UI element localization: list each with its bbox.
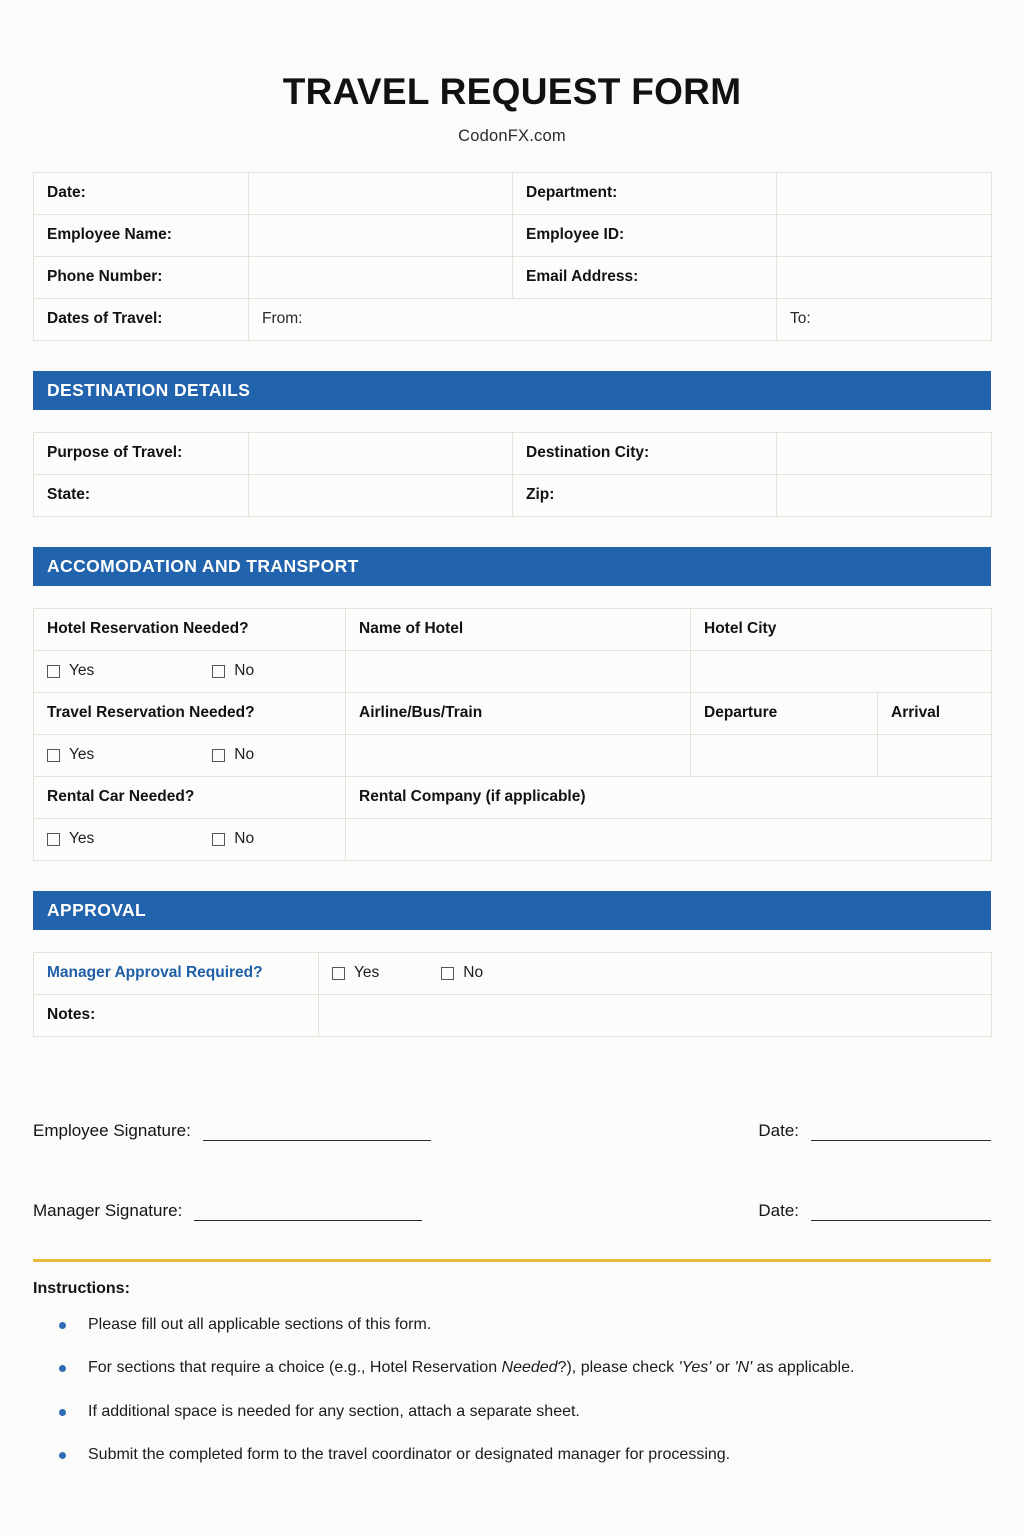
- field-travel-from[interactable]: From:: [249, 298, 777, 340]
- field-hotel-city[interactable]: [691, 650, 992, 692]
- employee-signature-row: [33, 1085, 991, 1141]
- label-notes: Notes:: [34, 994, 319, 1036]
- field-name-of-hotel[interactable]: [346, 650, 691, 692]
- checkbox-icon[interactable]: [47, 665, 60, 678]
- label-employee-date: Date:: [758, 1120, 799, 1140]
- instruction-text-part: or: [711, 1359, 735, 1377]
- table-row: [34, 474, 992, 516]
- table-row-notes: [34, 994, 992, 1036]
- field-date[interactable]: [249, 172, 513, 214]
- list-item: [59, 1357, 991, 1379]
- table-row: [34, 432, 992, 474]
- approval-yes-option[interactable]: [332, 964, 379, 982]
- checkbox-icon[interactable]: [332, 967, 345, 980]
- list-item: [59, 1314, 991, 1336]
- label-travel-reservation-needed: Travel Reservation Needed?: [34, 692, 346, 734]
- column-header-name-of-hotel: Name of Hotel: [346, 608, 691, 650]
- travel-yes-option[interactable]: [47, 746, 94, 764]
- table-row-hotel-header: [34, 608, 992, 650]
- table-row-rental-answer: [34, 818, 992, 860]
- checkbox-icon[interactable]: [441, 967, 454, 980]
- label-phone-number: Phone Number:: [34, 256, 249, 298]
- approval-table: [33, 952, 992, 1037]
- field-employee-id[interactable]: [777, 214, 992, 256]
- section-banner-destination-details: DESTINATION DETAILS: [33, 371, 991, 410]
- list-item: [59, 1444, 991, 1466]
- label-manager-approval-required: Manager Approval Required?: [34, 952, 319, 994]
- rental-yes-label: Yes: [69, 830, 95, 848]
- manager-signature-row: [33, 1165, 991, 1221]
- section-banner-approval: APPROVAL: [33, 891, 991, 930]
- instruction-text-part: For sections that require a choice (e.g., Hotel Reservation: [88, 1359, 502, 1377]
- field-departure[interactable]: [691, 734, 878, 776]
- instruction-text-part: If additional space is needed for any section, attach a separate sheet.: [88, 1402, 580, 1420]
- hotel-no-option[interactable]: [212, 662, 254, 680]
- label-purpose-of-travel: Purpose of Travel:: [34, 432, 249, 474]
- label-employee-signature: Employee Signature:: [33, 1120, 191, 1140]
- travel-no-option[interactable]: [212, 746, 254, 764]
- hotel-reservation-choice-cell: [34, 650, 346, 692]
- label-manager-date: Date:: [758, 1200, 799, 1220]
- page-subtitle: CodonFX.com: [458, 126, 566, 145]
- rental-no-label: No: [234, 830, 255, 848]
- field-department[interactable]: [777, 172, 992, 214]
- label-rental-car-needed: Rental Car Needed?: [34, 776, 346, 818]
- field-notes[interactable]: [319, 994, 992, 1036]
- hotel-no-label: No: [234, 662, 255, 680]
- approval-yes-label: Yes: [354, 964, 380, 982]
- accommodation-transport-table: [33, 608, 992, 861]
- field-purpose-of-travel[interactable]: [249, 432, 513, 474]
- checkbox-icon[interactable]: [47, 749, 60, 762]
- checkbox-icon[interactable]: [212, 833, 225, 846]
- field-phone-number[interactable]: [249, 256, 513, 298]
- label-manager-signature: Manager Signature:: [33, 1200, 183, 1220]
- column-header-hotel-city: Hotel City: [691, 608, 992, 650]
- manager-approval-choice-cell: [319, 952, 992, 994]
- label-destination-city: Destination City:: [513, 432, 777, 474]
- field-email-address[interactable]: [777, 256, 992, 298]
- instruction-text-part: Please fill out all applicable sections of this form.: [88, 1315, 432, 1333]
- instruction-em-part: 'Yes': [678, 1359, 712, 1377]
- column-header-airline-bus-train: Airline/Bus/Train: [346, 692, 691, 734]
- checkbox-icon[interactable]: [212, 749, 225, 762]
- destination-details-table: [33, 432, 992, 517]
- rental-yes-option[interactable]: [47, 830, 94, 848]
- instruction-text-part: Submit the completed form to the travel coordinator or designated manager for processing.: [88, 1446, 731, 1464]
- field-rental-company[interactable]: [346, 818, 992, 860]
- table-row: [34, 214, 992, 256]
- rental-no-option[interactable]: [212, 830, 254, 848]
- label-zip: Zip:: [513, 474, 777, 516]
- table-row-rental-header: [34, 776, 992, 818]
- employee-date-line[interactable]: [811, 1121, 991, 1141]
- table-row-manager-approval: [34, 952, 992, 994]
- field-state[interactable]: [249, 474, 513, 516]
- table-row: [34, 256, 992, 298]
- column-header-rental-company: Rental Company (if applicable): [346, 776, 992, 818]
- table-row-dates-of-travel: [34, 298, 992, 340]
- label-state: State:: [34, 474, 249, 516]
- instruction-text-part: ?), please check: [557, 1359, 679, 1377]
- label-hotel-reservation-needed: Hotel Reservation Needed?: [34, 608, 346, 650]
- field-airline-bus-train[interactable]: [346, 734, 691, 776]
- rental-car-choice-cell: [34, 818, 346, 860]
- instruction-text-part: as applicable.: [752, 1359, 855, 1377]
- field-arrival[interactable]: [878, 734, 992, 776]
- table-row-travel-header: [34, 692, 992, 734]
- field-destination-city[interactable]: [777, 432, 992, 474]
- label-department: Department:: [513, 172, 777, 214]
- section-banner-accommodation-transport: ACCOMODATION AND TRANSPORT: [33, 547, 991, 586]
- table-row: [34, 172, 992, 214]
- instruction-em-part: 'N': [734, 1359, 753, 1377]
- field-employee-name[interactable]: [249, 214, 513, 256]
- field-travel-to[interactable]: To:: [777, 298, 992, 340]
- hotel-yes-option[interactable]: [47, 662, 94, 680]
- gold-divider: [33, 1259, 991, 1262]
- approval-no-label: No: [463, 964, 484, 982]
- travel-yes-label: Yes: [69, 746, 95, 764]
- manager-date-line[interactable]: [811, 1201, 991, 1221]
- approval-no-option[interactable]: [441, 964, 483, 982]
- hotel-yes-label: Yes: [69, 662, 95, 680]
- column-header-departure: Departure: [691, 692, 878, 734]
- label-date: Date:: [34, 172, 249, 214]
- instructions-heading: Instructions:: [33, 1279, 130, 1297]
- label-employee-name: Employee Name:: [34, 214, 249, 256]
- travel-no-label: No: [234, 746, 255, 764]
- label-email-address: Email Address:: [513, 256, 777, 298]
- label-employee-id: Employee ID:: [513, 214, 777, 256]
- list-item: [59, 1401, 991, 1423]
- page-title: TRAVEL REQUEST FORM: [282, 71, 742, 112]
- employee-signature-line[interactable]: [203, 1121, 431, 1141]
- checkbox-icon[interactable]: [212, 665, 225, 678]
- manager-signature-line[interactable]: [194, 1201, 422, 1221]
- table-row-hotel-answer: [34, 650, 992, 692]
- label-dates-of-travel: Dates of Travel:: [34, 298, 249, 340]
- instructions-list: [33, 1314, 991, 1466]
- instruction-em-part: Needed: [501, 1359, 558, 1377]
- checkbox-icon[interactable]: [47, 833, 60, 846]
- field-zip[interactable]: [777, 474, 992, 516]
- employee-info-table: [33, 172, 992, 341]
- column-header-arrival: Arrival: [878, 692, 992, 734]
- table-row-travel-answer: [34, 734, 992, 776]
- travel-reservation-choice-cell: [34, 734, 346, 776]
- signature-block: [33, 1085, 991, 1221]
